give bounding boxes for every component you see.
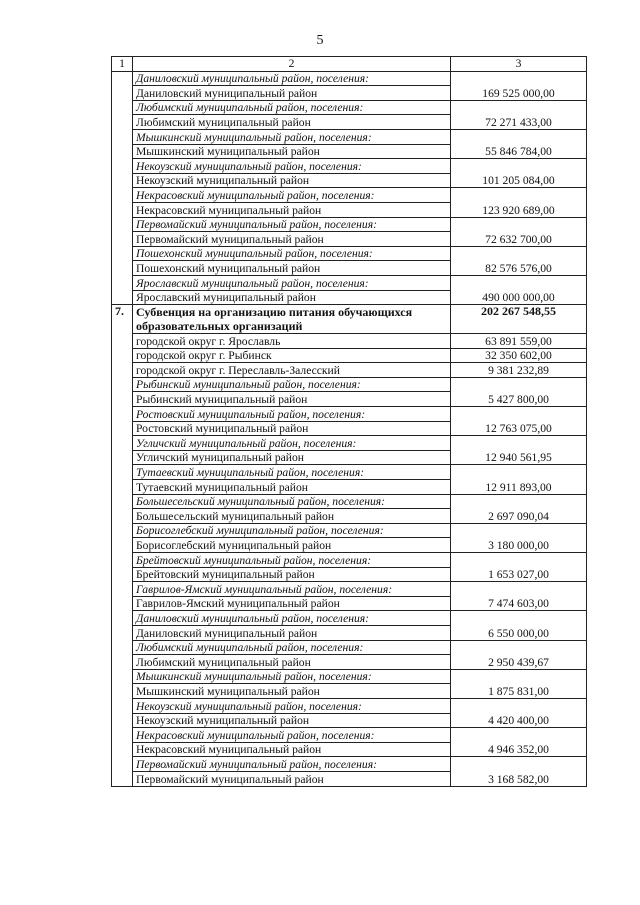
- row-number-cell: [112, 71, 133, 305]
- header-col-3: 3: [451, 57, 587, 72]
- amount-cell: 7 474 603,00: [451, 596, 587, 611]
- amount-cell: 82 576 576,00: [451, 261, 587, 276]
- municipality-name: Мышкинский муниципальный район: [133, 684, 451, 699]
- table-row: [112, 86, 587, 101]
- subheading-cell: Некоузский муниципальный район, поселения:: [133, 159, 451, 174]
- amount-cell: 2 697 090,04: [451, 509, 587, 524]
- table-row: [112, 334, 587, 349]
- municipality-name: Любимский муниципальный район: [133, 115, 451, 130]
- subheading-row: [112, 407, 587, 422]
- amount-cell: [451, 611, 587, 626]
- subheading-cell: Ростовский муниципальный район, поселения:: [133, 407, 451, 422]
- table-row: [112, 596, 587, 611]
- municipality-name: Даниловский муниципальный район: [133, 86, 451, 101]
- subheading-row: [112, 377, 587, 392]
- amount-cell: [451, 159, 587, 174]
- municipality-name: Некрасовский муниципальный район: [133, 202, 451, 217]
- subheading-row: [112, 436, 587, 451]
- subheading-cell: Даниловский муниципальный район, поселения:: [133, 611, 451, 626]
- subheading-row: [112, 217, 587, 232]
- municipality-name: Большесельский муниципальный район: [133, 509, 451, 524]
- municipality-name: Пошехонский муниципальный район: [133, 261, 451, 276]
- subheading-cell: Некрасовский муниципальный район, поселения:: [133, 188, 451, 203]
- municipality-name: городской округ г. Переславль-Залесский: [133, 363, 451, 378]
- municipality-name: Любимский муниципальный район: [133, 655, 451, 670]
- subheading-cell: Первомайский муниципальный район, поселения:: [133, 757, 451, 772]
- municipality-name: Угличский муниципальный район: [133, 450, 451, 465]
- table-row: [112, 173, 587, 188]
- page-number: 5: [316, 33, 324, 48]
- table-row: [112, 538, 587, 553]
- subheading-row: [112, 611, 587, 626]
- amount-cell: [451, 757, 587, 772]
- amount-cell: [451, 217, 587, 232]
- municipality-name: Борисоглебский муниципальный район: [133, 538, 451, 553]
- budget-table: [111, 56, 587, 787]
- amount-cell: 5 427 800,00: [451, 392, 587, 407]
- subheading-row: [112, 669, 587, 684]
- subheading-cell: Борисоглебский муниципальный район, поселения:: [133, 523, 451, 538]
- subheading-cell: Первомайский муниципальный район, поселения:: [133, 217, 451, 232]
- table-header: [112, 57, 587, 72]
- amount-cell: [451, 494, 587, 509]
- table-row: [112, 567, 587, 582]
- amount-cell: 4 420 400,00: [451, 713, 587, 728]
- amount-cell: [451, 523, 587, 538]
- amount-cell: 1 875 831,00: [451, 684, 587, 699]
- table-row: [112, 421, 587, 436]
- amount-cell: 169 525 000,00: [451, 86, 587, 101]
- subheading-row: [112, 275, 587, 290]
- amount-cell: [451, 728, 587, 743]
- subheading-cell: Пошехонский муниципальный район, поселения:: [133, 246, 451, 261]
- table-row: [112, 509, 587, 524]
- amount-cell: [451, 582, 587, 597]
- amount-cell: 12 940 561,95: [451, 450, 587, 465]
- subheading-row: [112, 698, 587, 713]
- subheading-cell: Рыбинский муниципальный район, поселения:: [133, 377, 451, 392]
- municipality-name: городской округ г. Ярославль: [133, 334, 451, 349]
- section-row: [112, 305, 587, 334]
- subheading-cell: Тутаевский муниципальный район, поселения:: [133, 465, 451, 480]
- subheading-cell: Большесельский муниципальный район, поселения:: [133, 494, 451, 509]
- municipality-name: Тутаевский муниципальный район: [133, 480, 451, 495]
- table-row: [112, 232, 587, 247]
- amount-cell: [451, 407, 587, 422]
- subheading-cell: Любимский муниципальный район, поселения:: [133, 640, 451, 655]
- municipality-name: Гаврилов-Ямский муниципальный район: [133, 596, 451, 611]
- amount-cell: 490 000 000,00: [451, 290, 587, 305]
- table-row: [112, 202, 587, 217]
- amount-cell: [451, 436, 587, 451]
- subheading-row: [112, 728, 587, 743]
- table-row: [112, 713, 587, 728]
- amount-cell: 101 205 084,00: [451, 173, 587, 188]
- subheading-row: [112, 494, 587, 509]
- amount-cell: [451, 129, 587, 144]
- municipality-name: Некоузский муниципальный район: [133, 713, 451, 728]
- amount-cell: [451, 377, 587, 392]
- header-row: [112, 57, 587, 72]
- municipality-name: Ярославский муниципальный район: [133, 290, 451, 305]
- table-row: [112, 290, 587, 305]
- section-total: 202 267 548,55: [451, 305, 587, 334]
- subheading-row: [112, 71, 587, 86]
- municipality-name: Первомайский муниципальный район: [133, 232, 451, 247]
- table-row: [112, 392, 587, 407]
- amount-cell: [451, 553, 587, 568]
- municipality-name: Некоузский муниципальный район: [133, 173, 451, 188]
- subheading-row: [112, 246, 587, 261]
- subheading-row: [112, 757, 587, 772]
- amount-cell: 2 950 439,67: [451, 655, 587, 670]
- municipality-name: Ростовский муниципальный район: [133, 421, 451, 436]
- subheading-cell: Некоузский муниципальный район, поселения:: [133, 698, 451, 713]
- amount-cell: 3 180 000,00: [451, 538, 587, 553]
- subheading-cell: Мышкинский муниципальный район, поселения:: [133, 129, 451, 144]
- amount-cell: 6 550 000,00: [451, 625, 587, 640]
- table-row: [112, 480, 587, 495]
- subheading-row: [112, 523, 587, 538]
- subheading-cell: Ярославский муниципальный район, поселения:: [133, 275, 451, 290]
- subheading-row: [112, 553, 587, 568]
- municipality-name: Даниловский муниципальный район: [133, 625, 451, 640]
- subheading-row: [112, 640, 587, 655]
- municipality-name: Первомайский муниципальный район: [133, 771, 451, 786]
- amount-cell: [451, 100, 587, 115]
- subheading-row: [112, 159, 587, 174]
- municipality-name: Мышкинский муниципальный район: [133, 144, 451, 159]
- amount-cell: 1 653 027,00: [451, 567, 587, 582]
- table-row: [112, 742, 587, 757]
- table-row: [112, 684, 587, 699]
- amount-cell: 4 946 352,00: [451, 742, 587, 757]
- amount-cell: 55 846 784,00: [451, 144, 587, 159]
- amount-cell: 72 271 433,00: [451, 115, 587, 130]
- subheading-cell: Угличский муниципальный район, поселения:: [133, 436, 451, 451]
- header-col-1: 1: [112, 57, 133, 72]
- subheading-cell: Брейтовский муниципальный район, поселения:: [133, 553, 451, 568]
- amount-cell: [451, 275, 587, 290]
- subheading-cell: Даниловский муниципальный район, поселения:: [133, 71, 451, 86]
- subheading-cell: Некрасовский муниципальный район, поселения:: [133, 728, 451, 743]
- amount-cell: 63 891 559,00: [451, 334, 587, 349]
- table-row: [112, 655, 587, 670]
- subheading-row: [112, 100, 587, 115]
- table-row: [112, 115, 587, 130]
- municipality-name: Некрасовский муниципальный район: [133, 742, 451, 757]
- amount-cell: [451, 698, 587, 713]
- amount-cell: [451, 465, 587, 480]
- table-row: [112, 625, 587, 640]
- subheading-row: [112, 465, 587, 480]
- amount-cell: 32 350 602,00: [451, 348, 587, 363]
- municipality-name: Рыбинский муниципальный район: [133, 392, 451, 407]
- section-title: Субвенция на организацию питания обучающихся образовательных организаций: [133, 305, 451, 334]
- amount-cell: [451, 669, 587, 684]
- subheading-cell: Мышкинский муниципальный район, поселения:: [133, 669, 451, 684]
- subheading-row: [112, 129, 587, 144]
- subheading-row: [112, 188, 587, 203]
- table-row: [112, 450, 587, 465]
- subheading-cell: Любимский муниципальный район, поселения:: [133, 100, 451, 115]
- amount-cell: 123 920 689,00: [451, 202, 587, 217]
- amount-cell: [451, 640, 587, 655]
- subheading-row: [112, 582, 587, 597]
- table-row: [112, 363, 587, 378]
- amount-cell: [451, 188, 587, 203]
- header-col-2: 2: [133, 57, 451, 72]
- row-number-cell: 7.: [112, 305, 133, 786]
- municipality-name: городской округ г. Рыбинск: [133, 348, 451, 363]
- municipality-name: Брейтовский муниципальный район: [133, 567, 451, 582]
- amount-cell: 9 381 232,89: [451, 363, 587, 378]
- subheading-cell: Гаврилов-Ямский муниципальный район, поселения:: [133, 582, 451, 597]
- amount-cell: 3 168 582,00: [451, 771, 587, 786]
- table-row: [112, 348, 587, 363]
- table-row: [112, 771, 587, 786]
- amount-cell: 12 911 893,00: [451, 480, 587, 495]
- amount-cell: 72 632 700,00: [451, 232, 587, 247]
- amount-cell: 12 763 075,00: [451, 421, 587, 436]
- amount-cell: [451, 71, 587, 86]
- table-row: [112, 144, 587, 159]
- table-row: [112, 261, 587, 276]
- table-body: [112, 71, 587, 786]
- amount-cell: [451, 246, 587, 261]
